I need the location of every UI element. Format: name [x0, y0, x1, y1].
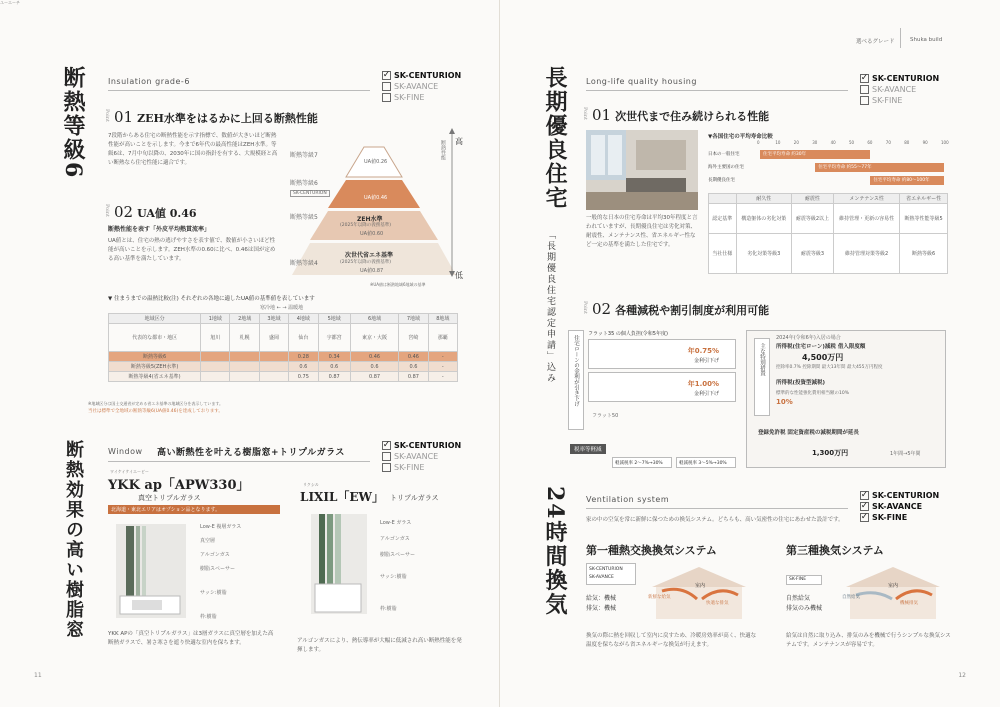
type1-label-in: 室内 [695, 583, 706, 589]
table-header [709, 194, 737, 204]
living-room-photo [586, 130, 698, 210]
lifespan-chart [708, 140, 948, 190]
check-icon: ✓ [382, 70, 391, 80]
table-row: 認定基準 構造躯体の劣化対策 耐震等級2以上 維持管理・更新の容易性 断熱等性能等級5 [709, 204, 948, 234]
table-row: 当社仕様 劣化対策等級3 耐震等級3 維持管理対策等級2 断熱等級6 [709, 234, 948, 274]
checkbox-empty-icon [382, 463, 391, 472]
level-7: 断熱等級7 [290, 152, 318, 159]
chart-row-label: 日本の一般住宅 [708, 152, 740, 157]
type3-grades: SK-FINE [786, 575, 822, 585]
lixil-body: アルゴンガスにより、熱伝導率が大幅に低減され高い断熱性能を発揮します。 [297, 638, 462, 653]
type1-specs: 給気：機械 排気：機械 [586, 595, 617, 612]
longlife-point-01-body: 一般的な日本の住宅寿命は平均30年程度と言われていますが、長期優良住宅は劣化対策、耐震性、メンテナンス性、省エネルギー性など一定の基準を満たした住宅です。 [586, 215, 698, 248]
type3-label-fresh: 自然給気 [842, 595, 860, 600]
pyramid-axis-side: 断熱性能 [440, 140, 446, 160]
level-4: 断熱等級4 [290, 260, 318, 267]
type3-specs: 自然給気 排気のみ機械 [786, 595, 823, 612]
table-header: 3地域 [259, 314, 288, 324]
insulation-point-02: Point 02 UA値 0.46 [104, 203, 197, 221]
lixil-brand: LIXIL「EW」 [300, 490, 385, 504]
type1-label-fresh: 新鮮な給気 [648, 595, 671, 600]
table-header: メンテナンス性 [834, 194, 900, 204]
checkbox-empty-icon [382, 93, 391, 102]
grade-fine: ✓ SK-FINE [860, 512, 908, 522]
ykk-ruby: ワイケイケイエーピー [110, 469, 149, 474]
ykk-part-label: Low-E 複層ガラス [200, 524, 242, 530]
tier-3-title: ZEH水準 [357, 216, 383, 223]
grade-avance: SK-AVANCE [860, 84, 939, 95]
region-table [108, 313, 458, 382]
ykk-part-label: 樹脂スペーサー [200, 566, 236, 572]
tick-label: 10 [775, 140, 781, 145]
flat35-title: フラット35 の個人負担(令和5年度) [588, 331, 668, 337]
tax-invest-title: 所得税(投資型減税) [776, 380, 826, 386]
flat35-note: フラット50 [592, 413, 619, 419]
lixil-part-label: サッシ:樹脂 [380, 574, 407, 580]
type3-label-in: 室内 [888, 583, 899, 589]
tick-label: 90 [922, 140, 928, 145]
flat35-box-1: 年0.75% 金利引下げ [588, 339, 736, 369]
grade-fine: SK-FINE [860, 95, 939, 106]
type3-body: 給気は自然に取り込み、排気のみを機械で行うシンプルな換気システムです。メンテナンスが容易です。 [786, 633, 951, 648]
table-row: 断熱等級4(省エネ基準) 0.75 0.87 0.87 0.87 - [109, 372, 458, 382]
grade-avance: SK-AVANCE [382, 451, 461, 462]
tick-label: 50 [849, 140, 855, 145]
point-02-ruby: ユーエーチ [0, 0, 20, 5]
table-header: 4地域 [289, 314, 318, 324]
window-vertical-title: 断熱効果の高い樹脂窓 [63, 440, 84, 640]
ventilation-section-label: Ventilation system [586, 495, 670, 504]
ykk-sub: 真空トリプルガラス [138, 494, 201, 502]
table-header: 耐震性 [791, 194, 833, 204]
check-icon: ✓ [860, 490, 869, 500]
flat35-pill: 税率等軽減 [570, 444, 606, 454]
chart-row-label: 海外主要国の住宅 [708, 165, 744, 170]
grade-avance: ✓ SK-AVANCE [860, 501, 923, 511]
insulation-point-01-body: 7段階からある住宅の断熱性能を示す指標で、数値が大きいほど断熱性能が高いことを示します。今まで6年代の最高性能はZEH水準。等級6は、7月中旬以降の、2030年に国の指針を有する、大規模経と高い断熱なら住宅性能に適合です。 [108, 133, 278, 166]
type1-label-temp: 快適な排気 [706, 601, 729, 606]
tick-label: 100 [941, 140, 949, 145]
ykk-parts [200, 520, 241, 624]
tax-invest-value: 10% [776, 398, 793, 406]
longlife-grades [860, 73, 939, 106]
tick-label: 30 [812, 140, 818, 145]
tick-label: 70 [885, 140, 891, 145]
type1-body: 換気の際に熱を回収して室内に戻すため、冷暖房効率が高く、快適な温度を保ちながら省エネルギーな換気が行えます。 [586, 633, 757, 648]
lixil-part-label: 樹脂スペーサー [380, 552, 416, 558]
check-icon: ✓ [860, 512, 869, 522]
level-6-tag: SK-CENTURION [290, 190, 330, 197]
longlife-point-01: Point 01 次世代まで住み続けられる性能 [582, 106, 770, 124]
level-6: 断熱等級6 [290, 180, 318, 187]
benefits-vertical-box: 住宅ローンの金利が引き下げ [568, 330, 584, 430]
grade-fine: SK-FINE [382, 92, 461, 103]
tax-vertical-box: 主な特別措置 [754, 338, 770, 416]
tax-loan-title: 所得税(住宅ローン)減税 借入限度額 [776, 344, 866, 350]
lixil-part-label: 枠:樹脂 [380, 606, 397, 612]
flat35-val-1: 軽減税率 2〜7%→30% [612, 457, 672, 468]
type3-title: 第三種換気システム [786, 544, 884, 557]
chart-row-label: 長期優良住宅 [708, 178, 735, 183]
flat35-box-2: 年1.00% 金利引下げ [588, 372, 736, 402]
table-header: 1地域 [201, 314, 230, 324]
tick-label: 0 [757, 140, 760, 145]
tick-label: 40 [830, 140, 836, 145]
table-header: 地域区分 [109, 314, 201, 324]
table-header: 7地域 [399, 314, 428, 324]
divider [586, 508, 848, 509]
level-5: 断熱等級5 [290, 214, 318, 221]
lixil-sub: トリプルガラス [390, 494, 439, 502]
tick-label: 60 [867, 140, 873, 145]
lixil-window-section-image [305, 510, 375, 620]
chart-bar: 住宅平均寿命 約80〜100年 [870, 176, 944, 185]
tax-reg-value: 1,300万円 [812, 449, 849, 457]
tick-label: 80 [904, 140, 910, 145]
insulation-point-02-sub: 断熱性能を表す「外皮平均熱貫流率」 [108, 226, 211, 233]
table-header: 8地域 [428, 314, 457, 324]
longlife-compare-table [708, 193, 948, 274]
ykk-window-section-image [112, 518, 192, 623]
chart-bar: 住宅平均寿命 約30年 [760, 150, 870, 159]
insulation-section-label: Insulation grade-6 [108, 77, 190, 86]
table-header: 6地域 [350, 314, 398, 324]
ventilation-intro: 家の中の空気を常に新鮮に保つための換気システム。どちらも、高い気密性の住宅にあわせた設計です。 [586, 517, 844, 523]
table-axis: 寒冷地 ← → 温暖地 [260, 305, 304, 311]
tax-loan-value: 4,500万円 [802, 353, 844, 362]
window-section-title: 高い断熱性を叶える樹脂窓+トリプルガラス [157, 448, 345, 458]
lixil-part-label: Low-E ガラス [380, 520, 412, 526]
lifespan-chart-caption: ▼各国住宅の平均寿命比較 [708, 134, 773, 140]
ykk-part-label: 真空層 [200, 538, 216, 544]
chart-tick-row [757, 140, 949, 147]
longlife-section-label: Long-life quality housing [586, 77, 697, 86]
table-caption: ▼ 住まうまでの温熱比較(注) それぞれの各地に適したUA値の基準値を表しています [108, 296, 315, 302]
flat35-val-2: 軽減税率 3〜5%→30% [676, 457, 736, 468]
type1-house-diagram [642, 565, 757, 620]
lixil-part-label: アルゴンガス [380, 536, 410, 542]
grade-fine: SK-FINE [382, 462, 461, 473]
ykk-brand: YKK ap「APW330」 [108, 478, 250, 493]
ykk-badge: 北海道・東北エリアはオプション品となります。 [108, 505, 280, 514]
header-divider [900, 28, 901, 48]
tax-loan-note: 控除率0.7% 控除期間 最大13年間 最大455万円程度 [776, 365, 883, 370]
insulation-grades [382, 70, 461, 103]
page-number: 12 [958, 672, 966, 679]
pyramid-note: ※UA値は断熱地域6地域の基準 [370, 282, 426, 287]
insulation-vertical-title: 断熱等級6 [60, 66, 86, 180]
insulation-point-01: Point 01 ZEH水準をはるかに上回る断熱性能 [104, 108, 318, 126]
tier-3-value: UA値0.60 [360, 231, 384, 237]
right-page [500, 0, 1000, 707]
table-note: ※地域区分は国土交通省が定める省エネ基準の地域区分を表示しています。 [88, 401, 224, 406]
type3-house-diagram [836, 565, 951, 620]
lixil-parts [380, 515, 415, 617]
grade-centurion: ✓ SK-CENTURION [860, 490, 940, 500]
grade-centurion: ✓ SK-CENTURION [382, 70, 462, 80]
table-row: 断熱等級6 0.28 0.34 0.46 0.46 - [109, 352, 458, 362]
checkbox-empty-icon [382, 82, 391, 91]
check-icon: ✓ [860, 73, 869, 83]
check-icon: ✓ [382, 440, 391, 450]
type1-title: 第一種熱交換換気システム [586, 544, 717, 557]
longlife-vertical-title: 長期優良住宅 [542, 66, 568, 210]
tier-4-sub: (2025年以降の義務基準) [340, 260, 391, 265]
ventilation-vertical-title: 24時間換気 [542, 486, 568, 617]
table-header: 省エネルギー性 [900, 194, 948, 204]
checkbox-empty-icon [382, 452, 391, 461]
table-header: 2地域 [230, 314, 259, 324]
checkbox-empty-icon [860, 96, 869, 105]
window-grades [382, 440, 461, 473]
tier-4-value: UA値0.87 [360, 268, 384, 274]
table-row: 代表的な都市・地区 旭川 札幌 盛岡 仙台 宇都宮 東京・大阪 宮崎 那覇 [109, 324, 458, 352]
ykk-part-label: サッシ:樹脂 [200, 590, 227, 596]
table-header: 耐久性 [736, 194, 791, 204]
pyramid-axis-bottom: 低 [455, 271, 463, 280]
table-row: 断熱等級5(ZEH水準) 0.6 0.6 0.6 0.6 - [109, 362, 458, 372]
page-number: 11 [34, 672, 42, 679]
grade-avance: SK-AVANCE [382, 81, 461, 92]
type3-label-temp: 機械排気 [900, 601, 918, 606]
window-section-label: Window [108, 447, 143, 456]
tax-invest-note: 標準的な性能強化費用相当額の10% [776, 391, 850, 396]
tier-2-value: UA値0.46 [364, 195, 388, 201]
table-note-2: 当社は標準で全地域の断熱等級6(UA値0.46)を達成しております。 [88, 409, 223, 414]
ykk-part-label: アルゴンガス [200, 552, 230, 558]
check-icon: ✓ [860, 501, 869, 511]
tier-1-value: UA値0.26 [364, 159, 388, 165]
lixil-ruby: リクシル [303, 482, 319, 487]
grade-centurion: ✓ SK-CENTURION [860, 73, 940, 83]
divider [586, 90, 848, 91]
insulation-point-02-body: UA値とは、住宅の熱の逃げやすさを表す値で、数値が小さいほど性能が高いことを示します。ZEH水準の0.60に比べ、0.46は国が定める高い基準を満たしています。 [108, 238, 276, 262]
tax-title: 2024年(令和6年)入居の場合 [776, 335, 841, 341]
divider [108, 90, 370, 91]
tax-reg-note: 1年間→5年間 [890, 451, 921, 457]
ykk-part-label: 枠:樹脂 [200, 614, 217, 620]
checkbox-empty-icon [860, 85, 869, 94]
divider [108, 461, 370, 462]
ykk-body: YKK APの「真空トリプルガラス」は3層ガラスに真空層を加えた高断熱ガラスで、暑さ寒さを遮り快適な室内を保ちます。 [108, 631, 274, 646]
type1-grades: SK-CENTURION SK-AVANCE [586, 563, 636, 585]
tax-reg-title: 登録免許税 固定資産税の減税期間が延長 [758, 430, 859, 436]
pyramid-axis-top: 高 [455, 137, 463, 146]
tier-4-title: 次世代省エネ基準 [345, 252, 394, 259]
grade-centurion: ✓ SK-CENTURION [382, 440, 462, 450]
chart-bar: 住宅平均寿命 約55〜77年 [815, 163, 944, 172]
tier-3-sub: (2025年以降の義務基準) [340, 223, 391, 228]
header-brand-jp: 選べるグレード [856, 39, 895, 45]
header-brand-en: Shuka build [910, 37, 943, 43]
longlife-vertical-sub: 「長期優良住宅認定申請」込み [545, 230, 555, 384]
longlife-point-02: Point 02 各種減税や割引制度が利用可能 [582, 300, 770, 318]
table-header: 5地域 [318, 314, 350, 324]
tick-label: 20 [793, 140, 799, 145]
